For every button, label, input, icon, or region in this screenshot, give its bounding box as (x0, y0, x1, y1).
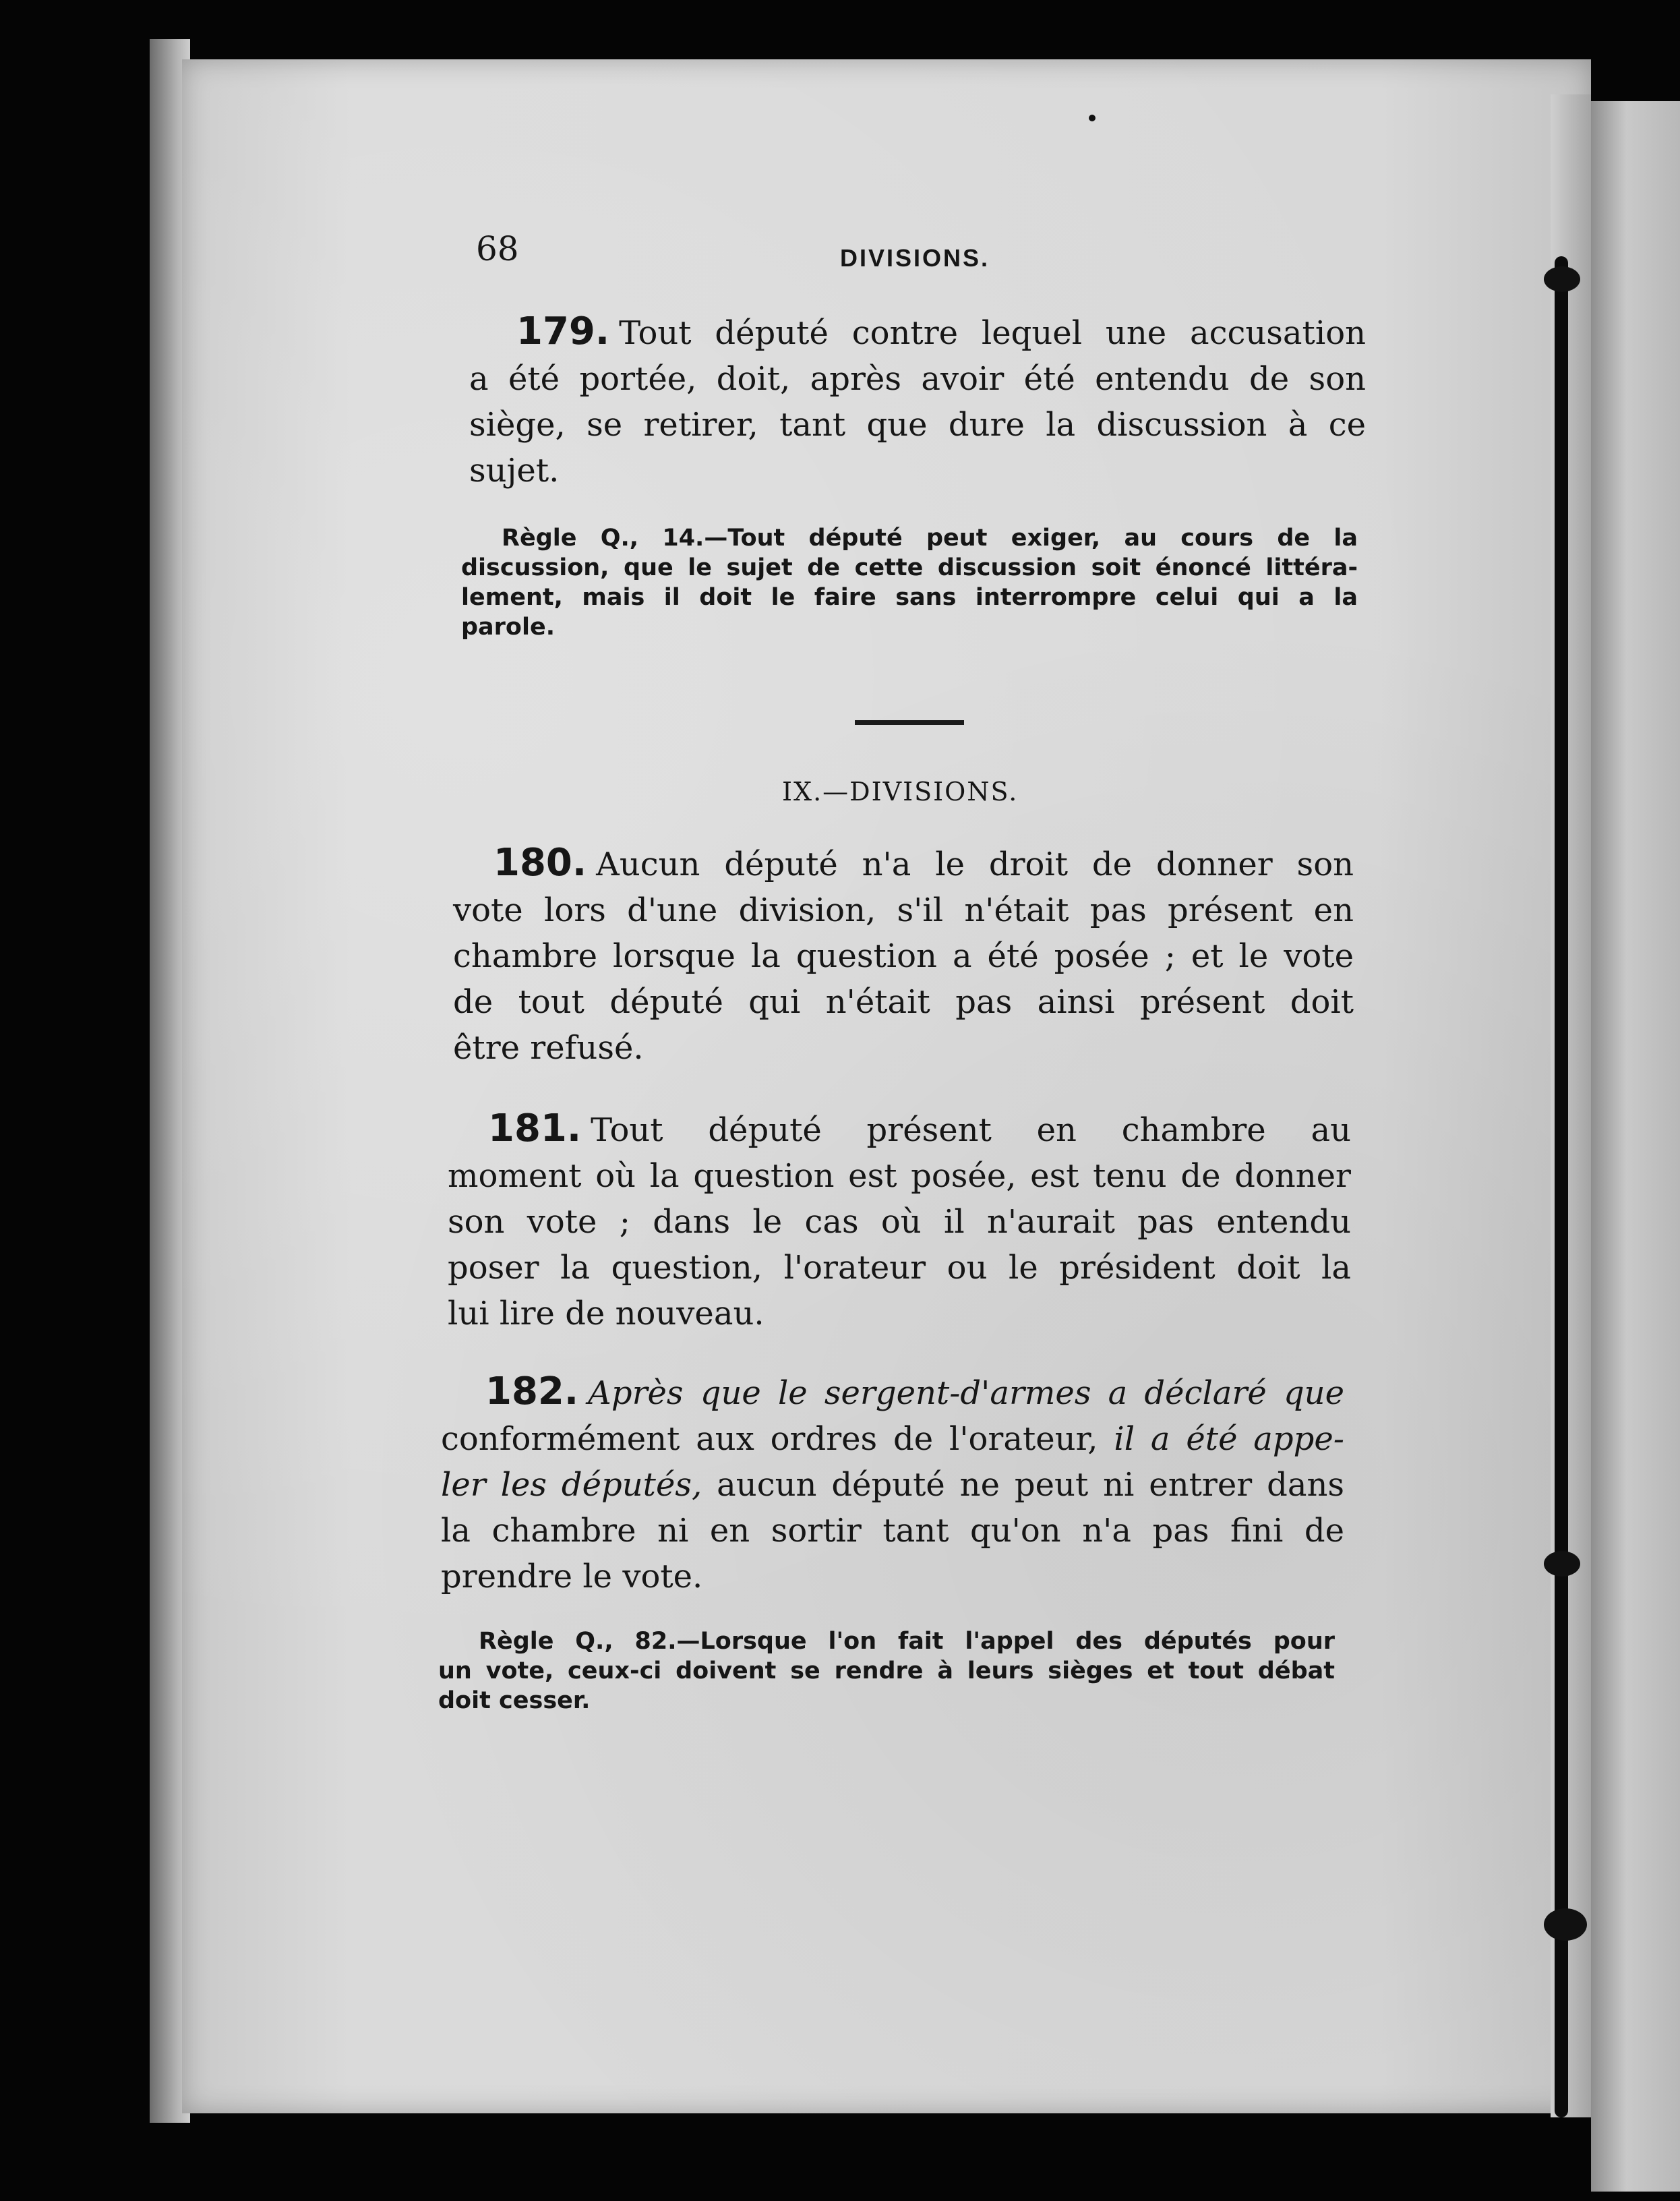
article-181-line-5: lui lire de nouveau. (448, 1295, 764, 1332)
section-title: IX.—DIVISIONS. (782, 777, 1019, 806)
article-182-line-5: prendre le vote. (441, 1558, 703, 1595)
article-181-line-3: son vote ; dans le cas où il n'aurait pas entendu (448, 1203, 1351, 1241)
article-number: 180. (493, 841, 587, 885)
binding-knot-upper (1544, 266, 1580, 292)
article-180-line-4: de tout député qui n'était pas ainsi présent doit (453, 983, 1354, 1021)
rule-note-q14 (461, 523, 1358, 642)
article-179 (469, 309, 1366, 494)
rule-note-q14-line-1: Règle Q., 14.—Tout député peut exiger, au cours de la (502, 525, 1358, 552)
article-179-line-3: siège, se retirer, tant que dure la discussion à ce (469, 406, 1366, 444)
facing-page-edge (1591, 101, 1680, 2192)
article-182-line-2: conformément aux ordres de l'orateur, il a été appe- (441, 1420, 1344, 1458)
binding-knot-lower (1544, 1908, 1587, 1941)
article-181-line-2: moment où la question est posée, est tenu de donner (448, 1157, 1351, 1195)
article-182-line-3: ler les députés, aucun député ne peut ni entrer dans (441, 1466, 1345, 1504)
rule-note-q14-line-4: parole. (461, 614, 556, 641)
binding-thread (1555, 256, 1568, 2117)
article-180-line-5: être refusé. (453, 1029, 644, 1067)
article-182 (441, 1369, 1344, 1600)
article-179-line-2: a été portée, doit, après avoir été entendu de son (469, 360, 1366, 398)
rule-note-q82-line-2: un vote, ceux-ci doivent se rendre à leurs sièges et tout débat (438, 1657, 1335, 1684)
rule-note-q82 (438, 1626, 1335, 1715)
article-179-line-1: 179. Tout député contre lequel une accusation (516, 310, 1366, 353)
article-181-line-1: 181. Tout député présent en chambre au (488, 1107, 1351, 1150)
article-179-line-4: sujet. (469, 452, 560, 490)
article-180-line-3: chambre lorsque la question a été posée ; et le vote (453, 937, 1354, 975)
running-head-title: DIVISIONS. (840, 244, 990, 272)
rule-note-q14-line-3: lement, mais il doit le faire sans interrompre celui qui a la (461, 584, 1358, 611)
article-180-line-2: vote lors d'une division, s'il n'était pas présent en (453, 891, 1354, 929)
running-head (476, 229, 1373, 276)
article-182-line-1: 182. Après que le sergent-d'armes a déclaré que (485, 1370, 1344, 1413)
article-number: 179. (516, 310, 610, 353)
article-181 (448, 1106, 1351, 1337)
scan-speck (1089, 115, 1096, 121)
binding-knot-middle (1544, 1551, 1580, 1577)
article-180-line-1: 180. Aucun député n'a le droit de donner son (493, 841, 1354, 885)
rule-note-q82-line-3: doit cesser. (438, 1687, 591, 1714)
article-number: 181. (488, 1107, 582, 1150)
article-number: 182. (485, 1370, 579, 1413)
rule-note-q14-line-2: discussion, que le sujet de cette discussion soit énoncé littéra- (461, 554, 1358, 581)
article-182-line-4: la chambre ni en sortir tant qu'on n'a pas fini de (441, 1512, 1344, 1550)
rule-note-q82-line-1: Règle Q., 82.—Lorsque l'on fait l'appel des députés pour (479, 1628, 1335, 1655)
section-divider (855, 720, 964, 725)
page-number: 68 (476, 229, 519, 268)
article-180 (453, 840, 1354, 1071)
article-181-line-4: poser la question, l'orateur ou le président doit la (448, 1249, 1351, 1287)
